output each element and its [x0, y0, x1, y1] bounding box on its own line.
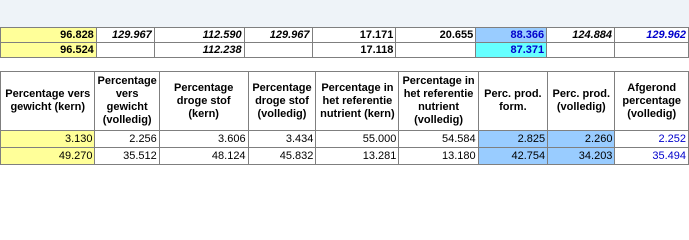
- row-gap: [0, 59, 689, 71]
- column-header[interactable]: Perc. prod. (volledig): [548, 72, 615, 131]
- cell[interactable]: 20.655: [396, 28, 476, 43]
- cell[interactable]: 13.281: [316, 148, 399, 165]
- summary-row-2: [1, 43, 689, 58]
- table-row: [1, 131, 689, 148]
- cell[interactable]: 129.967: [244, 28, 312, 43]
- cell[interactable]: 96.828: [1, 28, 97, 43]
- cell[interactable]: 2.252: [615, 131, 689, 148]
- cell[interactable]: 3.606: [159, 131, 248, 148]
- summary-row-1: [1, 28, 689, 43]
- cell[interactable]: 49.270: [1, 148, 95, 165]
- cell[interactable]: 96.524: [1, 43, 97, 58]
- table-row: [1, 148, 689, 165]
- cell[interactable]: [615, 43, 689, 58]
- column-header[interactable]: Afgerond percentage (volledig): [615, 72, 689, 131]
- column-header[interactable]: Percentage droge stof (volledig): [248, 72, 316, 131]
- cell[interactable]: 17.171: [312, 28, 396, 43]
- cell[interactable]: 35.494: [615, 148, 689, 165]
- cell[interactable]: [547, 43, 615, 58]
- column-header[interactable]: Percentage droge stof (kern): [159, 72, 248, 131]
- cell[interactable]: 45.832: [248, 148, 316, 165]
- spreadsheet-background-band: [0, 0, 689, 28]
- column-header[interactable]: Percentage in het referentie nutrient (kern): [316, 72, 399, 131]
- cell[interactable]: 55.000: [316, 131, 399, 148]
- cell[interactable]: 42.754: [478, 148, 547, 165]
- cell[interactable]: 54.584: [399, 131, 478, 148]
- summary-table: [0, 27, 689, 58]
- cell[interactable]: 34.203: [548, 148, 615, 165]
- cell[interactable]: 112.590: [154, 28, 244, 43]
- cell[interactable]: 124.884: [547, 28, 615, 43]
- column-header[interactable]: Perc. prod. form.: [478, 72, 547, 131]
- cell[interactable]: [244, 43, 312, 58]
- cell[interactable]: 129.967: [96, 28, 154, 43]
- column-header[interactable]: Percentage vers gewicht (volledig): [95, 72, 159, 131]
- cell[interactable]: 17.118: [312, 43, 396, 58]
- cell[interactable]: 129.962: [615, 28, 689, 43]
- cell[interactable]: 88.366: [476, 28, 547, 43]
- cell[interactable]: 87.371: [476, 43, 547, 58]
- cell[interactable]: [396, 43, 476, 58]
- cell[interactable]: 48.124: [159, 148, 248, 165]
- cell[interactable]: 2.825: [478, 131, 547, 148]
- cell[interactable]: 3.434: [248, 131, 316, 148]
- cell[interactable]: 2.256: [95, 131, 159, 148]
- percentage-table: [0, 71, 689, 165]
- cell[interactable]: 112.238: [154, 43, 244, 58]
- cell[interactable]: 2.260: [548, 131, 615, 148]
- header-row: [1, 72, 689, 131]
- cell[interactable]: 35.512: [95, 148, 159, 165]
- column-header[interactable]: Percentage vers gewicht (kern): [1, 72, 95, 131]
- cell[interactable]: 13.180: [399, 148, 478, 165]
- column-header[interactable]: Percentage in het referentie nutrient (volledig): [399, 72, 478, 131]
- cell[interactable]: 3.130: [1, 131, 95, 148]
- cell[interactable]: [96, 43, 154, 58]
